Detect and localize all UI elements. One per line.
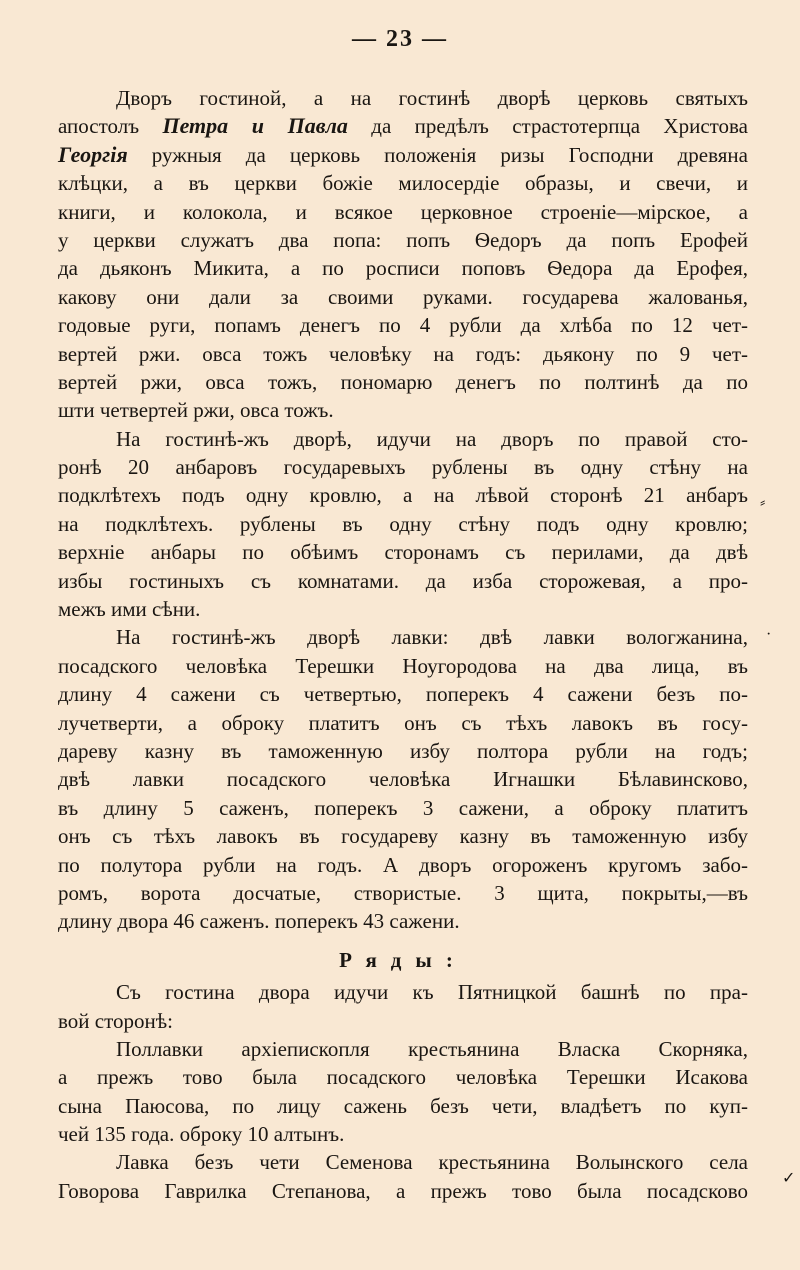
text-line	[58, 652, 748, 680]
text-line	[58, 1120, 748, 1148]
text-segment: апостолъ	[58, 114, 163, 139]
text-line	[58, 368, 748, 396]
text-segment: длину двора 46 саженъ. поперекъ 43 сажени.	[58, 909, 460, 934]
text-segment: длину 4 сажени съ четвертью, поперекъ 4 сажени безъ по-	[58, 682, 748, 707]
text-line	[58, 1035, 748, 1063]
text-segment: а прежъ тово была посадского человѣка Терешки Исакова	[58, 1065, 748, 1090]
text-line	[58, 1092, 748, 1120]
text-segment: клѣцки, а въ церкви божіе милосердіе образы, и свечи, и	[58, 171, 748, 196]
text-segment: книги, и колокола, и всякое церковное строеніе—мірское, а	[58, 199, 748, 224]
page-number: — 23 —	[352, 26, 448, 52]
text-line	[58, 1148, 748, 1176]
text-line	[58, 169, 748, 197]
text-line	[58, 680, 748, 708]
text-segment: дареву казну въ таможенную избу полтора рубли на годъ;	[58, 738, 748, 763]
text-line	[58, 425, 748, 453]
text-line	[58, 978, 748, 1006]
text-line	[58, 822, 748, 850]
text-line	[58, 1007, 748, 1035]
text-segment: на подклѣтехъ. рублены въ одну стѣну подъ одну кровлю;	[58, 511, 748, 536]
text-segment: въ длину 5 саженъ, поперекъ 3 сажени, а оброку платитъ	[58, 795, 748, 820]
text-line	[58, 84, 748, 112]
margin-mark: ⸗	[760, 494, 766, 511]
text-segment: Говорова Гаврилка Степанова, а прежъ тово была посадсково	[58, 1178, 748, 1203]
text-segment: верхніе анбары по обѣимъ сторонамъ съ перилами, да двѣ	[58, 540, 748, 565]
text-segment: да дьяконъ Микита, а по росписи поповъ Ѳедора да Ерофея,	[58, 256, 748, 281]
text-line	[58, 623, 748, 651]
text-line	[58, 765, 748, 793]
text-line	[58, 879, 748, 907]
document-body	[58, 84, 748, 1205]
text-line	[58, 538, 748, 566]
text-segment: ромъ, ворота досчатые, створистые. 3 щита, покрыты,—въ	[58, 880, 748, 905]
text-segment: да предѣлъ страстотерпца Христова	[347, 114, 748, 139]
margin-checkmark: ✓	[782, 1170, 796, 1187]
text-segment: у церкви служатъ два попа: попъ Ѳедоръ да попъ Ерофей	[58, 227, 748, 252]
text-segment: годовые руги, попамъ денегъ по 4 рубли да хлѣба по 12 чет-	[58, 313, 748, 338]
text-segment: онъ съ тѣхъ лавокъ въ государеву казну въ таможенную избу	[58, 824, 748, 849]
text-line	[58, 907, 748, 935]
text-segment: Съ гостина двора идучи къ Пятницкой башнѣ по пра-	[116, 980, 748, 1005]
text-segment: сына Паюсова, по лицу сажень безъ чети, владѣетъ по куп-	[58, 1093, 748, 1118]
text-segment: вертей ржи. овса тожъ человѣку на годъ: дьякону по 9 чет-	[58, 341, 748, 366]
text-segment: двѣ лавки посадского человѣка Игнашки Бѣлавинсково,	[58, 767, 748, 792]
italic-name: Георгія	[58, 141, 128, 167]
text-segment: межъ ими сѣни.	[58, 597, 201, 622]
text-segment: вой сторонѣ:	[58, 1008, 173, 1033]
text-line	[58, 453, 748, 481]
text-line	[58, 198, 748, 226]
text-line	[58, 141, 748, 169]
text-segment: лучетверти, а оброку платитъ онъ съ тѣхъ лавокъ въ госу-	[58, 710, 748, 735]
text-line	[58, 1177, 748, 1205]
text-line	[58, 112, 748, 140]
text-segment: ружныя да церковь положенія ризы Господни древяна	[127, 142, 748, 167]
text-line	[58, 709, 748, 737]
text-line	[58, 254, 748, 282]
text-line	[58, 311, 748, 339]
text-line	[58, 794, 748, 822]
text-segment: Дворъ гостиной, а на гостинѣ дворѣ церковь святыхъ	[116, 86, 748, 110]
text-line	[58, 226, 748, 254]
text-segment: посадского человѣка Терешки Ноугородова на два лица, въ	[58, 653, 748, 678]
text-line	[58, 851, 748, 879]
text-line	[58, 283, 748, 311]
text-segment: Ряды:	[339, 947, 467, 972]
text-segment: На гостинѣ-жъ дворѣ, идучи на дворъ по правой сто-	[116, 426, 748, 451]
text-line	[58, 396, 748, 424]
margin-dot: ·	[766, 626, 772, 643]
text-line	[58, 510, 748, 538]
text-line	[58, 737, 748, 765]
italic-name: Петра и Павла	[162, 113, 348, 139]
text-segment: чей 135 года. оброку 10 алтынъ.	[58, 1122, 345, 1147]
text-segment: ронѣ 20 анбаровъ государевыхъ рублены въ одну стѣну на	[58, 455, 748, 480]
text-segment: На гостинѣ-жъ дворѣ лавки: двѣ лавки вологжанина,	[116, 625, 748, 650]
text-line	[58, 340, 748, 368]
text-line	[58, 1063, 748, 1091]
text-segment: вертей ржи, овса тожъ, пономарю денегъ по полтинѣ да по	[58, 369, 748, 394]
text-line	[58, 595, 748, 623]
text-segment: подклѣтехъ подъ одну кровлю, а на лѣвой сторонѣ 21 анбаръ	[58, 483, 748, 508]
text-segment: избы гостиныхъ съ комнатами. да изба сторожевая, а про-	[58, 568, 748, 593]
text-segment: Поллавки архіепископля крестьянина Власка Скорняка,	[116, 1036, 748, 1061]
text-line	[58, 481, 748, 509]
text-segment: шти четвертей ржи, овса тожъ.	[58, 398, 334, 423]
section-heading	[58, 946, 748, 974]
text-segment: Лавка безъ чети Семенова крестьянина Волынского села	[116, 1150, 748, 1175]
text-segment: какову они дали за своими руками. государева жалованья,	[58, 284, 748, 309]
text-line	[58, 567, 748, 595]
text-segment: по полутора рубли на годъ. А дворъ огороженъ кругомъ забо-	[58, 852, 748, 877]
